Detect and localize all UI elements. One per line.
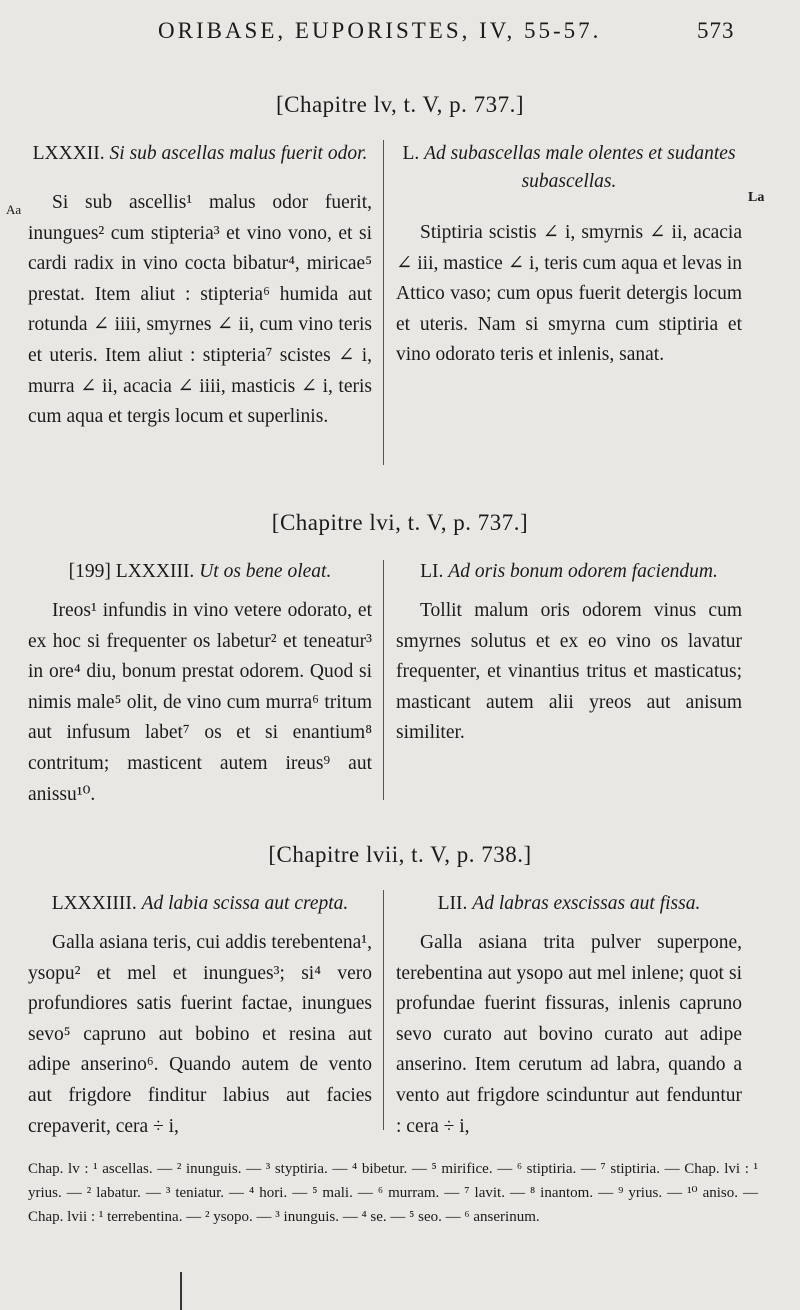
section-number: LXXXIIII. (51, 893, 137, 914)
paragraph: Si sub ascellis¹ malus odor fuerit, inungues² cum stipteria³ et vino vono, et si cardi radix in vino cocta bibatur⁴, miricae⁵ prestat. Item aliut : stipteria⁶ humida aut rotunda ∠ iiii, smyrnes ∠ ii, cum vino teris et uteris. Item aliut : stipteria⁷ scistes ∠ i, murra ∠ ii, acacia ∠ iiii, masticis ∠ i, teris cum aqua et tergis locum et superlinis. (28, 192, 372, 428)
section-heading (28, 140, 372, 168)
section-text (28, 928, 372, 1142)
margin-note: Aa (6, 202, 22, 217)
section-text (396, 596, 742, 749)
right-column-chapter-2 (396, 558, 742, 749)
section-heading (396, 140, 742, 196)
paragraph: Galla asiana trita pulver superpone, terebentina aut ysopo aut mel inlene; quot si profundae fuerint fissuras, inlenis capruno sevo curato aut bovino curato aut adipe anserino. Item cerutum ad labra, quando a vento aut frigdore scinduntur aut fenduntur : cera ÷ i, (396, 932, 742, 1137)
page-number: 573 (697, 18, 735, 43)
binding-mark (180, 1272, 182, 1310)
left-column-chapter-2 (28, 558, 372, 810)
footnotes: Chap. lv : ¹ ascellas. — ² inunguis. — ³ styptiria. — ⁴ bibetur. — ⁵ mirifice. — ⁶ stiptiria. — ⁷ stiptiria. — Chap. lvi : ¹ yrius. — ² labatur. — ³ teniatur. — ⁴ hori. — ⁵ mali. — ⁶ murram. — ⁷ lavit. — ⁸ inantom. — ⁹ yrius. — ¹⁰ aniso. — Chap. lvii : ¹ terrebentina. — ² ysopo. — ³ inunguis. — ⁴ se. — ⁵ seo. — ⁶ anserinum. (28, 1161, 758, 1225)
margin-note: La (748, 190, 765, 205)
paragraph: Tollit malum oris odorem vinus cum smyrnes solutus et ex eo vino os lavatur frequenter, et vinantius tritus et masticatus; masticant autem alii yreos aut anisum similiter. (396, 600, 742, 744)
chapter-heading: [Chapitre lvi, t. V, p. 737.] (271, 510, 529, 535)
section-text (396, 218, 742, 371)
paragraph: Ireos¹ infundis in vino vetere odorato, et ex hoc si frequenter os labetur² et teneatur³ in ore⁴ diu, bonum prestat odorem. Quod si nimis male⁵ olit, de vino cum murra⁶ tritum aut infusum labet⁷ os et si enantium⁸ contritum; masticent autem ireus⁹ aut anissu¹⁰. (28, 600, 372, 805)
column-divider (383, 140, 384, 465)
section-heading (396, 558, 742, 586)
section-title: Si sub ascellas malus fuerit odor. (109, 143, 368, 164)
section-text (28, 596, 372, 810)
chapter-heading: [Chapitre lv, t. V, p. 737.] (275, 92, 525, 117)
margin-note: [199] (68, 561, 111, 582)
left-column-chapter-1 (28, 140, 372, 433)
column-divider (383, 890, 384, 1130)
section-text (28, 188, 372, 433)
section-heading (396, 890, 742, 918)
right-column-chapter-3 (396, 890, 742, 1142)
section-title: Ad labras exscissas aut fissa. (472, 893, 701, 914)
section-title: Ut os bene oleat. (199, 561, 332, 582)
section-number: LI. (420, 561, 444, 582)
paragraph: Stiptiria scistis ∠ i, smyrnis ∠ ii, acacia ∠ iii, mastice ∠ i, teris cum aqua et levas in Attico vaso; cum opus fuerit detergis locum et uteris. Nam si smyrna cum stiptiria et vino odorato teris et inlenis, sanat. (396, 222, 742, 366)
section-number: LXXXIII. (115, 561, 195, 582)
section-title: Ad oris bonum odorem faciendum. (448, 561, 718, 582)
column-divider (383, 560, 384, 800)
section-text (396, 928, 742, 1142)
chapter-heading: [Chapitre lvii, t. V, p. 738.] (268, 842, 532, 867)
right-column-chapter-1 (396, 140, 742, 371)
paragraph: Galla asiana teris, cui addis terebentena¹, ysopu² et mel et inungues³; si⁴ vero profundiores satis fuerint factae, inungues sevo⁵ capruno aut bobino et resina aut adipe anserino⁶. Quando autem de vento aut frigdore finditur labius aut facies crepaverit, cera ÷ i, (28, 932, 372, 1137)
section-number: LII. (437, 893, 468, 914)
left-column-chapter-3 (28, 890, 372, 1142)
section-heading (28, 558, 372, 586)
section-heading (28, 890, 372, 918)
section-title: Ad labia scissa aut crepta. (141, 893, 349, 914)
section-number: LXXXII. (32, 143, 105, 164)
running-head: ORIBASE, EUPORISTES, IV, 55-57. (158, 18, 602, 43)
section-number: L. (402, 143, 420, 164)
section-title: Ad subascellas male olentes et sudantes subascellas. (424, 143, 736, 192)
